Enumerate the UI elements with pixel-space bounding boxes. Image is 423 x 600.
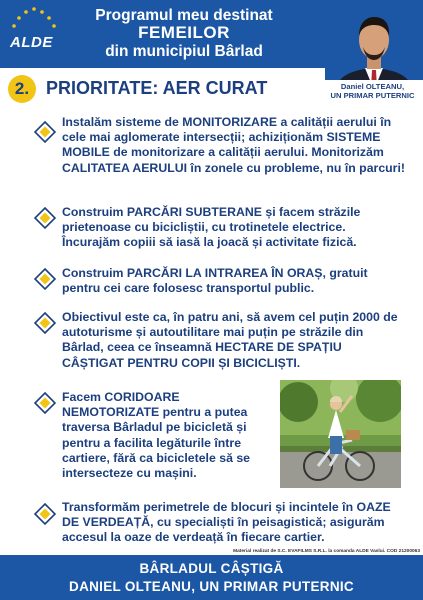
item-text: Transformăm perimetrele de blocuri și incintele în OAZE DE VERDEAȚĂ, cu specialiști în peisagistică; asigurăm accesul la oaze de verdeață în fiecare cartier. (62, 500, 391, 545)
item-text: Construim PARCĂRI LA INTRAREA ÎN ORAȘ, gratuit pentru cei care folosesc transportul public. (62, 266, 368, 296)
caption-line2: UN PRIMAR PUTERNIC (330, 91, 415, 101)
header-title-line2: FEMEILOR (138, 23, 230, 43)
item-text: Facem CORIDOARE NEMOTORIZATE pentru a putea traversa Bârladul pe bicicletă și pentru a facilita legăturile între cartiere, fără ca bicicletele să se intersecteze cu mașini. (62, 390, 250, 481)
item-text: Instalăm sisteme de MONITORIZARE a calității aerului în cele mai aglomerate intersecții; achiziționăm SISTEME MOBILE de monitorizare a calității aerului. Monitorizăm CALITATEA AERULUI în zonele cu probleme, nu în parcuri! (62, 115, 405, 175)
priority-number: 2. (8, 75, 36, 103)
caption-line1: Daniel OLTEANU, (340, 82, 405, 91)
footer-line2: DANIEL OLTEANU, UN PRIMAR PUTERNIC (69, 579, 354, 594)
candidate-caption (322, 80, 423, 103)
footer-banner (0, 555, 423, 600)
priority-road-sign-icon (34, 503, 56, 525)
priority-road-sign-icon (34, 121, 56, 143)
footer-line1: BÂRLADUL CÂȘTIGĂ (139, 561, 284, 576)
alde-logo (6, 4, 62, 56)
footer-legal-note: Material realizat de S.C. EVAFILMS S.R.L. la comanda ALDE Vaslui. COD 21200063 (233, 549, 420, 554)
priority-road-sign-icon (34, 312, 56, 334)
priority-road-sign-icon (34, 268, 56, 290)
header-title-line1: Programul meu destinat (95, 7, 273, 24)
header-title-line3: din municipiul Bârlad (105, 42, 263, 60)
header-title (70, 7, 298, 60)
cyclist-photo (280, 380, 401, 488)
priority-road-sign-icon (34, 207, 56, 229)
priority-title: PRIORITATE: AER CURAT (46, 78, 268, 98)
priority-road-sign-icon (34, 392, 56, 414)
item-text: Construim PARCĂRI SUBTERANE și facem străzile prietenoase cu bicicliștii, cu trotinetele electrice. Încurajăm copiii să iasă la joacă și activitate fizică. (62, 205, 361, 250)
stars-icon (6, 4, 62, 32)
item-text: Obiectivul este ca, în patru ani, să avem cel puțin 2000 de autoturisme și autoutilitare mai puțin pe străzile din Bârlad, ceea ce înseamnă HECTARE DE SPAȚIU CÂȘTIGAT PENTRU COPII ȘI BICICLIȘTI. (62, 310, 398, 370)
logo-text: ALDE (10, 34, 53, 51)
